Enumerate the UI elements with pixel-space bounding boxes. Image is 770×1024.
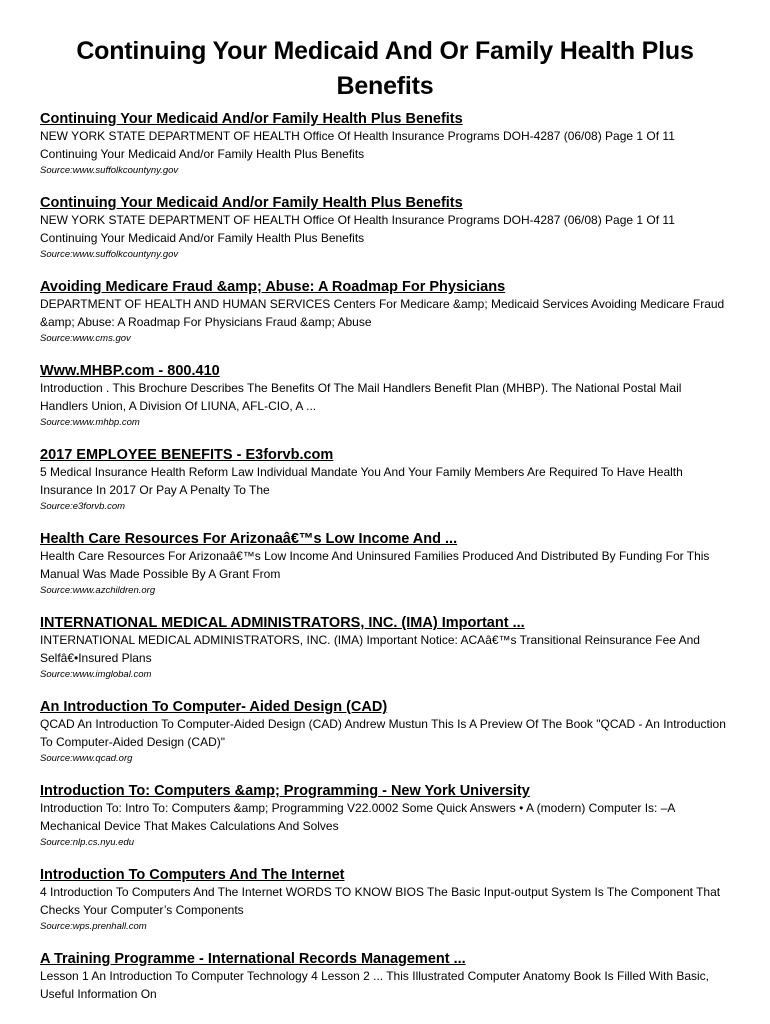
result-title-link[interactable]: Continuing Your Medicaid And/or Family Health Plus Benefits	[40, 111, 463, 127]
result-source: Source:nlp.cs.nyu.edu	[40, 837, 135, 848]
result-description: 4 Introduction To Computers And The Internet WORDS TO KNOW BIOS The Basic Input-output System Is The Component That Checks Your Computer’s Components	[40, 885, 721, 917]
result-source: Source:www.imglobal.com	[40, 669, 152, 680]
result-source: Source:www.cms.gov	[40, 333, 131, 344]
result-source: Source:www.qcad.org	[40, 753, 133, 764]
result-description: 5 Medical Insurance Health Reform Law Individual Mandate You And Your Family Members Are Required To Have Health Insurance In 2017 Or Pay A Penalty To The	[40, 465, 683, 497]
result-entry	[40, 530, 730, 598]
result-title-link[interactable]: An Introduction To Computer- Aided Design (CAD)	[40, 699, 388, 715]
result-entry	[40, 614, 730, 682]
result-source: Source:www.azchildren.org	[40, 585, 156, 596]
result-title-link[interactable]: Continuing Your Medicaid And/or Family Health Plus Benefits	[40, 195, 463, 211]
result-description: NEW YORK STATE DEPARTMENT OF HEALTH Office Of Health Insurance Programs DOH-4287 (06/08) Page 1 Of 11 Continuing Your Medicaid And/or Family Health Plus Benefits	[40, 213, 675, 245]
result-description: Introduction To: Intro To: Computers &amp; Programming V22.0002 Some Quick Answers • A (modern) Computer Is: –A Mechanical Device That Makes Calculations And Solves	[40, 801, 675, 833]
result-title-link[interactable]: INTERNATIONAL MEDICAL ADMINISTRATORS, INC. (IMA) Important ...	[40, 615, 525, 631]
result-title-link[interactable]: Introduction To: Computers &amp; Programming - New York University	[40, 783, 530, 799]
result-description: DEPARTMENT OF HEALTH AND HUMAN SERVICES Centers For Medicare &amp; Medicaid Services Avoiding Medicare Fraud &amp; Abuse: A Roadmap For Physicians Fraud &amp; Abuse	[40, 297, 725, 329]
result-description: Introduction . This Brochure Describes The Benefits Of The Mail Handlers Benefit Plan (MHBP). The National Postal Mail Handlers Union, A Division Of LIUNA, AFL-CIO, A ...	[40, 381, 682, 413]
result-title-link[interactable]: Avoiding Medicare Fraud &amp; Abuse: A Roadmap For Physicians	[40, 279, 506, 295]
result-description: INTERNATIONAL MEDICAL ADMINISTRATORS, INC. (IMA) Important Notice: ACAâ€™s Transitional Reinsurance Fee And Selfâ€•Insured Plans	[40, 633, 700, 665]
page-title: Continuing Your Medicaid And Or Family Health Plus Benefits	[76, 37, 694, 100]
result-entry	[40, 362, 730, 430]
result-source: Source:www.suffolkcountyny.gov	[40, 165, 179, 176]
result-entry	[40, 866, 730, 934]
result-title-link[interactable]: Www.MHBP.com - 800.410	[40, 363, 220, 379]
result-entry	[40, 278, 730, 346]
result-description: Health Care Resources For Arizonaâ€™s Low Income And Uninsured Families Produced And Distributed By Funding For This Manual Was Made Possible By A Grant From	[40, 549, 710, 581]
result-title-link[interactable]: A Training Programme - International Records Management ...	[40, 951, 466, 967]
result-description: Lesson 1 An Introduction To Computer Technology 4 Lesson 2 ... This Illustrated Computer Anatomy Book Is Filled With Basic, Useful Information On	[40, 969, 710, 1001]
result-title-link[interactable]: 2017 EMPLOYEE BENEFITS - E3forvb.com	[40, 447, 334, 463]
result-source: Source:www.mhbp.com	[40, 417, 140, 428]
result-source: Source:e3forvb.com	[40, 501, 126, 512]
result-entry	[40, 194, 730, 262]
result-title-link[interactable]: Health Care Resources For Arizonaâ€™s Low Income And ...	[40, 531, 458, 547]
result-description: NEW YORK STATE DEPARTMENT OF HEALTH Office Of Health Insurance Programs DOH-4287 (06/08) Page 1 Of 11 Continuing Your Medicaid And/or Family Health Plus Benefits	[40, 129, 675, 161]
result-entry	[40, 110, 730, 178]
result-title-link[interactable]: Introduction To Computers And The Internet	[40, 867, 345, 883]
result-description: QCAD An Introduction To Computer-Aided Design (CAD) Andrew Mustun This Is A Preview Of The Book "QCAD - An Introduction To Computer-Aided Design (CAD)"	[40, 717, 726, 749]
result-entry	[40, 698, 730, 766]
result-source: Source:wps.prenhall.com	[40, 921, 147, 932]
result-entry	[40, 782, 730, 850]
result-entry	[40, 446, 730, 514]
result-source: Source:www.suffolkcountyny.gov	[40, 249, 179, 260]
result-entry	[40, 950, 730, 1003]
